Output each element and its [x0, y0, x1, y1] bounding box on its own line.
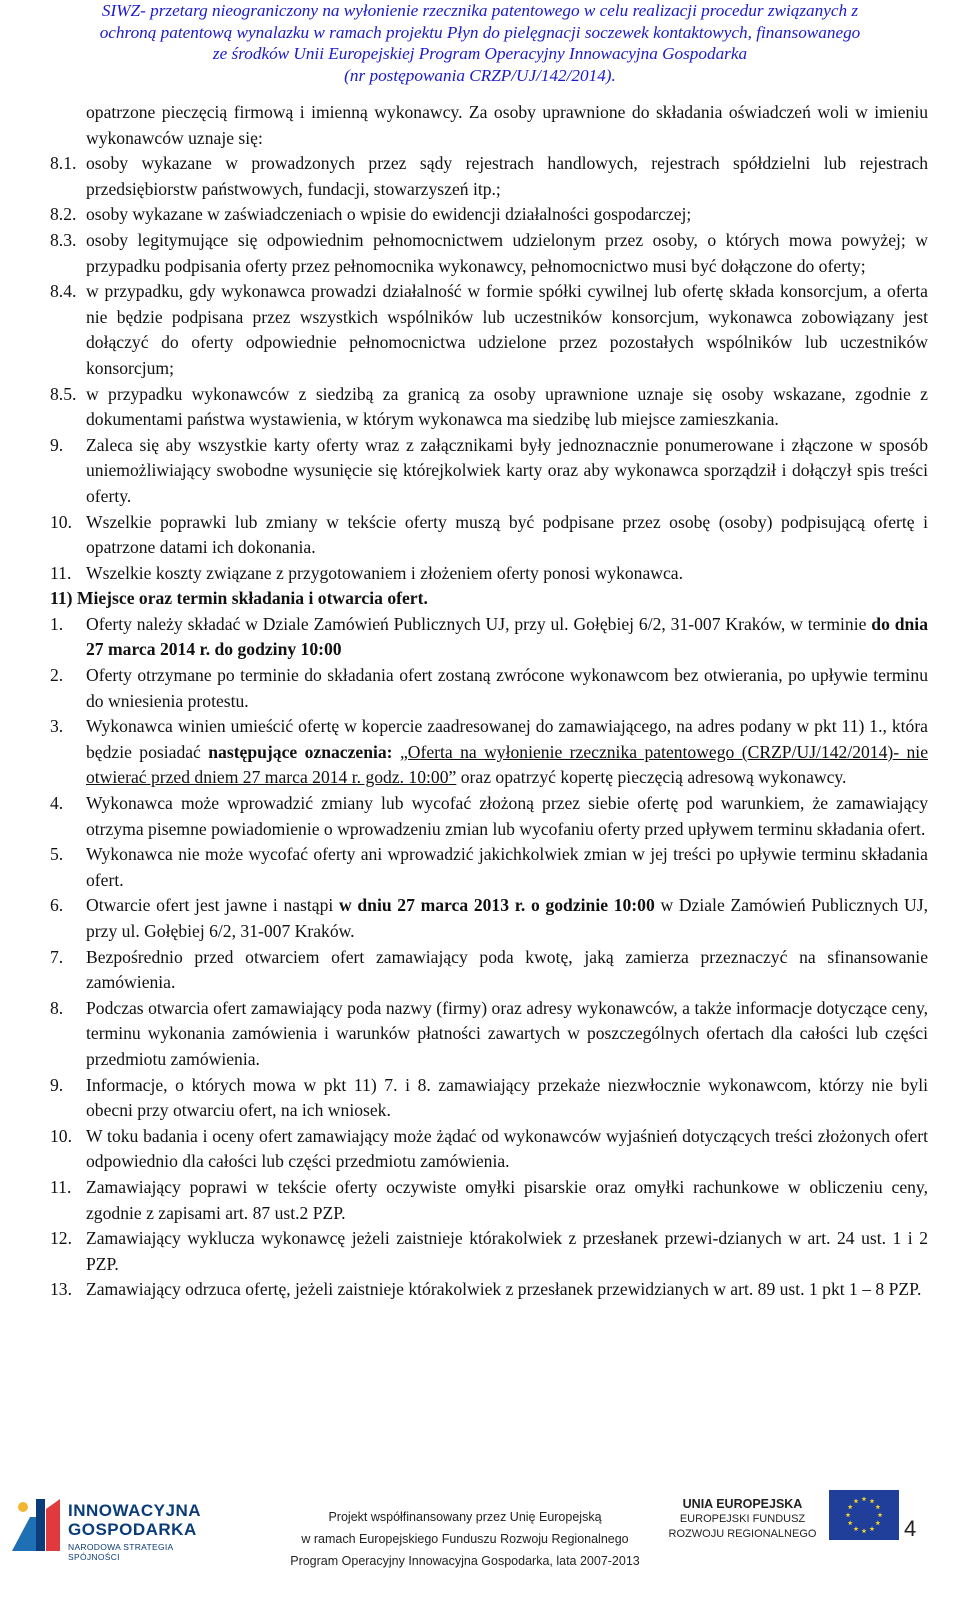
marking-label-bold: następujące oznaczenia:: [208, 741, 393, 762]
item-text: osoby wykazane w prowadzonych przez sądy rejestrach handlowych, rejestrach spółdzielni lub rejestrach przedsiębiorstw państwowych, fundacji, stowarzyszeń itp.;: [86, 153, 928, 199]
envelope-marking: „Oferta na wyłonienie rzecznika patentowego (CRZP/UJ/142/2014)- nie otwierać przed dniem 27 marca 2014 r. godz. 10:00”: [86, 741, 928, 788]
item-number: 8.2.: [50, 204, 77, 225]
list-item: [50, 1226, 928, 1277]
item-text: Informacje, o których mowa w pkt 11) 7. i 8. zamawiający przekaże niezwłocznie wykonawcom, którzy nie byli obecni przy otwarciu ofert, na ich wniosek.: [86, 1074, 928, 1121]
eu-line-3: ROZWOJU REGIONALNEGO: [668, 1528, 817, 1540]
item-number: 7.: [50, 946, 64, 967]
item-number: 11.: [50, 562, 72, 583]
spacer: [393, 742, 400, 762]
list-item: [50, 433, 928, 510]
item-number: 6.: [50, 895, 64, 916]
list-item: [50, 1073, 928, 1124]
item-number: 12.: [50, 1228, 72, 1249]
item-text: W toku badania i oceny ofert zamawiający może żądać od wykonawców wyjaśnień dotyczących treści złożonych ofert odpowiednio dla całości lub części przedmiotu zamówienia.: [86, 1125, 928, 1172]
item-number: 3.: [50, 716, 64, 737]
intro-paragraph: opatrzone pieczęcią firmową i imienną wykonawcy. Za osoby uprawnione do składania oświadczeń woli w imieniu wykonawców uznaje się:: [86, 102, 928, 148]
list-item: [50, 714, 928, 791]
list-item: [50, 945, 928, 996]
ig-line-1: INNOWACYJNA: [68, 1501, 202, 1520]
list-item: [50, 561, 928, 587]
list-item: [50, 996, 928, 1073]
item-text: Otwarcie ofert jest jawne i nastąpi: [86, 895, 339, 916]
page-number: 4: [904, 1516, 917, 1541]
item-text: Wykonawca może wprowadzić zmiany lub wycofać złożoną przez siebie ofertę pod warunkiem, że zamawiający otrzyma pisemne powiadomienie o wprowadzeniu zmian lub wycofaniu oferty przed upływem terminu składania ofert.: [86, 793, 928, 839]
item-text: Zaleca się aby wszystkie karty oferty wraz z załącznikami były jednoznacznie ponumerowane i złączone w sposób uniemożliwiający swobodne wysunięcie się którejkolwiek karty oraz aby wykonawca sporządził i dołączył spis treści oferty.: [86, 434, 928, 506]
item-text: Wykonawca winien umieścić ofertę w kopercie zaadresowanej do zamawiającego, na adres podany w pkt 11) 1., która będzie posiadać: [86, 716, 928, 762]
header-line-4: (nr postępowania CRZP/UJ/142/2014).: [344, 65, 616, 85]
list-item: [50, 1277, 928, 1303]
document-body: [50, 100, 928, 1303]
item-text: osoby wykazane w zaświadczeniach o wpisie do ewidencji działalności gospodarczej;: [86, 204, 692, 225]
item-number: 11.: [50, 1176, 72, 1197]
document-header: [0, 0, 960, 86]
cofinancing-line-2: w ramach Europejskiego Funduszu Rozwoju Regionalnego: [301, 1532, 629, 1546]
item-number: 8.5.: [50, 383, 77, 404]
item-number: 10.: [50, 1125, 72, 1146]
item-text: Oferty należy składać w Dziale Zamówień Publicznych UJ, przy ul. Gołębiej 6/2, 31-007 Kraków, w terminie: [86, 613, 872, 634]
item-text: Bezpośrednio przed otwarciem ofert zamawiający poda kwotę, jaką zamierza przeznaczyć na sfinansowanie zamówienia.: [86, 946, 928, 993]
list-item: [50, 791, 928, 842]
header-line-2: ochroną patentową wynalazku w ramach projektu Płyn do pielęgnacji soczewek kontaktowych, finansowanego: [99, 22, 861, 42]
eu-fund-label: [660, 1497, 825, 1542]
item-number: 8.3.: [50, 229, 77, 250]
item-number: 4.: [50, 793, 64, 814]
list-item: [50, 842, 928, 893]
ig-subtitle: NARODOWA STRATEGIA SPÓJNOŚCI: [68, 1542, 174, 1562]
list-item: [50, 510, 928, 561]
cofinancing-note: [230, 1506, 700, 1572]
item-number: 10.: [50, 511, 72, 532]
list-item: [50, 612, 928, 663]
item-number: 13.: [50, 1279, 72, 1300]
item-number: 8.: [50, 997, 64, 1018]
cofinancing-line-3: Program Operacyjny Innowacyjna Gospodarka, lata 2007-2013: [290, 1554, 640, 1568]
header-line-1: SIWZ- przetarg nieograniczony na wyłonienie rzecznika patentowego w celu realizacji procedur związanych z: [101, 1, 859, 20]
list-item: [50, 279, 928, 381]
item-number: 5.: [50, 844, 64, 865]
list-item: [50, 228, 928, 279]
ig-mark-icon: [10, 1497, 64, 1555]
item-number: 8.4.: [50, 281, 77, 302]
list-item: [50, 382, 928, 433]
item-number: 9.: [50, 434, 64, 455]
item-text: Zamawiający poprawi w tekście oferty oczywiste omyłki pisarskie oraz omyłki rachunkowe w obliczeniu ceny, zgodnie z zapisami art. 87 ust.2 PZP.: [86, 1176, 928, 1223]
section-heading: 11) Miejsce oraz termin składania i otwarcia ofert.: [50, 588, 428, 609]
ig-line-2: GOSPODARKA: [68, 1520, 197, 1539]
cofinancing-line-1: Projekt współfinansowany przez Unię Europejską: [328, 1510, 602, 1524]
list-item: [50, 202, 928, 228]
item-number: 8.1.: [50, 153, 77, 174]
innowacyjna-gospodarka-logo: [10, 1497, 210, 1562]
item-text: w przypadku wykonawców z siedzibą za granicą za osoby uprawnione uznaje się osoby wskazane, zgodnie z dokumentami państwa wystawienia, w którym wykonawca ma siedzibę lub miejsce zamieszkania.: [86, 383, 928, 430]
deadline-bold: do dnia 27 marca 2014 r. do godziny 10:00: [86, 613, 928, 660]
item-number: 9.: [50, 1074, 64, 1095]
item-number: 1.: [50, 613, 64, 634]
item-text: Wszelkie poprawki lub zmiany w tekście oferty muszą być podpisane przez osobę (osoby) podpisującą ofertę i opatrzone datami ich dokonania.: [86, 511, 928, 558]
list-item: [50, 1124, 928, 1175]
list-item: [50, 893, 928, 944]
eu-flag-icon: [829, 1490, 899, 1544]
eu-line-1: UNIA EUROPEJSKA: [682, 1497, 803, 1511]
list-item: [50, 151, 928, 202]
item-text: Podczas otwarcia ofert zamawiający poda nazwy (firmy) oraz adresy wykonawców, a także informacje dotyczące ceny, terminu wykonania zamówienia i warunków płatności zawartych w poszczególnych ofertach dla całości lub części przedmiotu zamówienia.: [86, 997, 928, 1069]
item-number: 2.: [50, 665, 64, 686]
header-line-3: ze środków Unii Europejskiej Program Operacyjny Innowacyjna Gospodarka: [212, 44, 748, 63]
item-text: w przypadku, gdy wykonawca prowadzi działalność w formie spółki cywilnej lub ofertę składa konsorcjum, a oferta nie będzie podpisana przez wszystkich wspólników lub uczestników konsorcjum, wykonawca zobowiązany jest dołączyć do oferty odpowiednie pełnomocnictwa udzielone przez pozostałych wspólników lub uczestników konsorcjum;: [86, 281, 928, 378]
item-text: Wszelkie koszty związane z przygotowaniem i złożeniem oferty ponosi wykonawca.: [86, 562, 683, 583]
item-text: Zamawiający wyklucza wykonawcę jeżeli zaistnieje którakolwiek z przesłanek przewi-dzianych w art. 24 ust. 1 i 2 PZP.: [86, 1228, 928, 1274]
opening-date-bold: w dniu 27 marca 2013 r. o godzinie 10:00: [338, 895, 655, 916]
list-item: [50, 663, 928, 714]
item-text-end: oraz opatrzyć kopertę pieczęcią adresową wykonawcy.: [456, 767, 847, 788]
item-text: Zamawiający odrzuca ofertę, jeżeli zaistnieje którakolwiek z przesłanek przewidzianych w art. 89 ust. 1 pkt 1 – 8 PZP.: [86, 1279, 922, 1300]
item-text: osoby legitymujące się odpowiednim pełnomocnictwem udzielonym przez osoby, o których mowa powyżej; w przypadku podpisania oferty przez pełnomocnika wykonawcy, pełnomocnictwo musi być dołączone do oferty;: [86, 229, 928, 276]
list-item: [50, 1175, 928, 1226]
item-text-end: w Dziale Zamówień Publicznych UJ, przy ul. Gołębiej 6/2, 31-007 Kraków.: [86, 895, 928, 941]
eu-line-2: EUROPEJSKI FUNDUSZ: [679, 1513, 806, 1525]
item-text: Wykonawca nie może wycofać oferty ani wprowadzić jakichkolwiek zmian w jej treści po upływie terminu składania ofert.: [86, 844, 928, 890]
item-text: Oferty otrzymane po terminie do składania ofert zostaną zwrócone wykonawcom bez otwierania, po upływie terminu do wniesienia protestu.: [86, 665, 928, 711]
